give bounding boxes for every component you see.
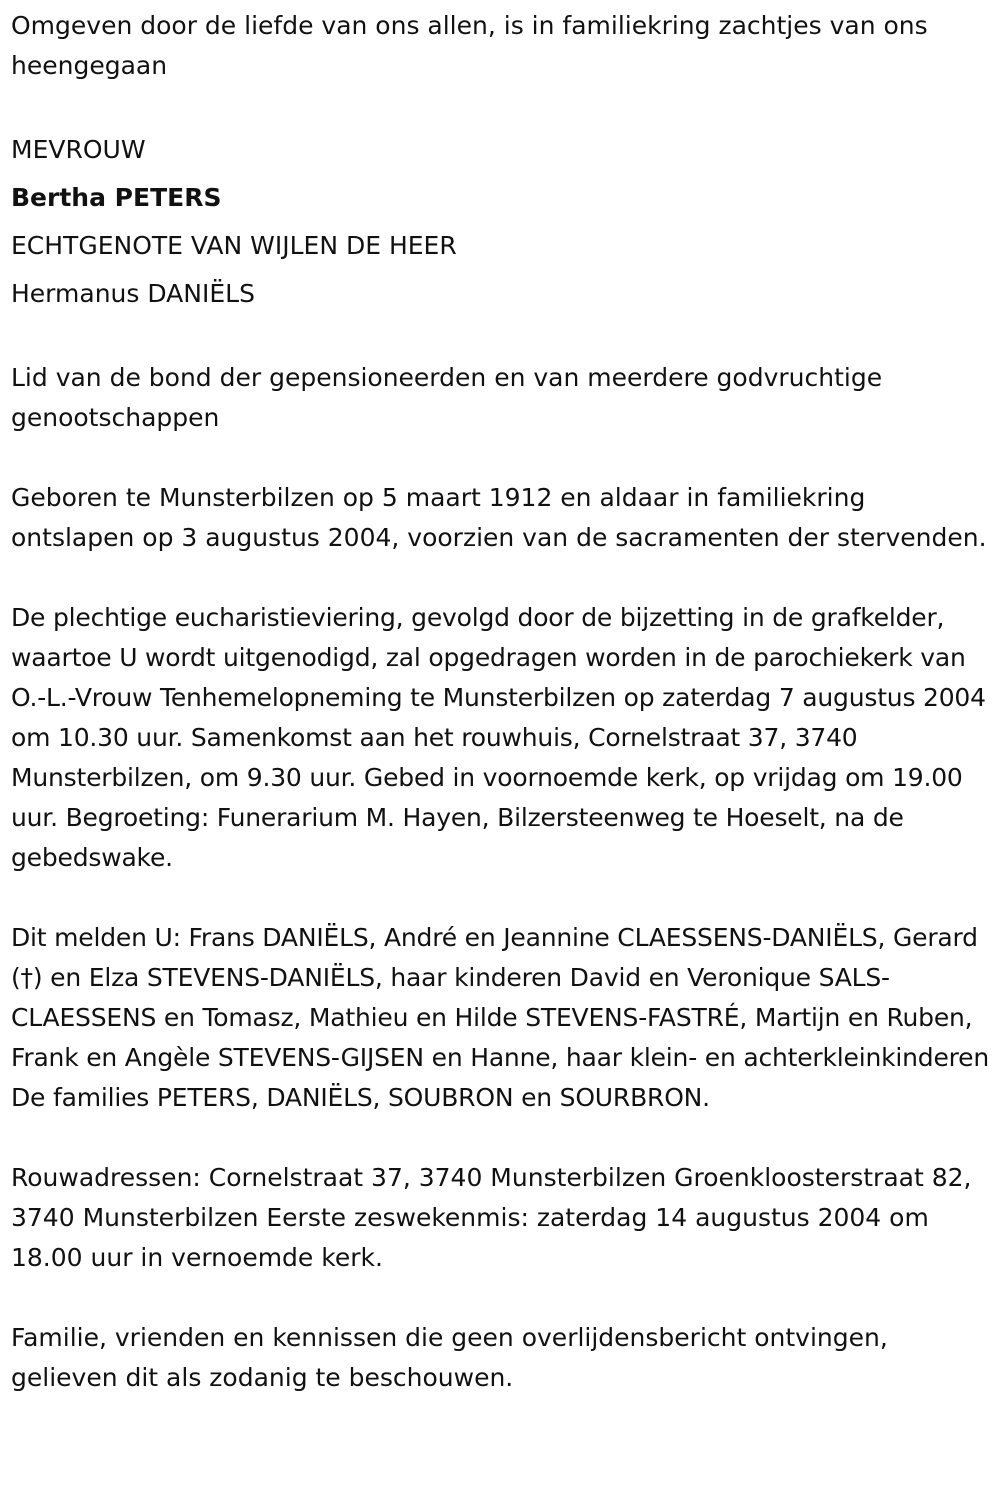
membership-paragraph: Lid van de bond der gepensioneerden en van meerdere godvruchtige genootschappen bbox=[11, 363, 883, 432]
birth-death-paragraph: Geboren te Munsterbilzen op 5 maart 1912 en aldaar in familiekring ontslapen op 3 augustus 2004, voorzien van de sacramenten der stervenden. bbox=[11, 483, 987, 552]
obituary-document bbox=[11, 6, 989, 1398]
deceased-title: MEVROUW bbox=[11, 135, 146, 164]
spouse-name: Hermanus DANIËLS bbox=[11, 279, 255, 308]
ceremony-paragraph: De plechtige eucharistieviering, gevolgd door de bijzetting in de grafkelder, waartoe U wordt uitgenodigd, zal opgedragen worden in de parochiekerk van O.-L.-Vrouw Tenhemelopneming te Munsterbilzen op zaterdag 7 augustus 2004 om 10.30 uur. Samenkomst aan het rouwhuis, Cornelstraat 37, 3740 Munsterbilzen, om 9.30 uur. Gebed in voornoemde kerk, op vrijdag om 19.00 uur. Begroeting: Funerarium M. Hayen, Bilzersteenweg te Hoeselt, na de gebedswake. bbox=[11, 603, 986, 872]
deceased-header bbox=[11, 126, 989, 318]
closing-paragraph: Familie, vrienden en kennissen die geen overlijdensbericht ontvingen, gelieven dit als zodanig te beschouwen. bbox=[11, 1323, 888, 1392]
spouse-label: ECHTGENOTE VAN WIJLEN DE HEER bbox=[11, 231, 457, 260]
intro-paragraph: Omgeven door de liefde van ons allen, is in familiekring zachtjes van ons heengegaan bbox=[11, 11, 928, 80]
family-paragraph: Dit melden U: Frans DANIËLS, André en Jeannine CLAESSENS-DANIËLS, Gerard (†) en Elza STEVENS-DANIËLS, haar kinderen David en Veronique SALS-CLAESSENS en Tomasz, Mathieu en Hilde STEVENS-FASTRÉ, Martijn en Ruben, Frank en Angèle STEVENS-GIJSEN en Hanne, haar klein- en achterkleinkinderen De families PETERS, DANIËLS, SOUBRON en SOURBRON. bbox=[11, 923, 989, 1112]
deceased-name: Bertha PETERS bbox=[11, 183, 222, 212]
addresses-paragraph: Rouwadressen: Cornelstraat 37, 3740 Munsterbilzen Groenkloosterstraat 82, 3740 Munsterbilzen Eerste zeswekenmis: zaterdag 14 augustus 2004 om 18.00 uur in vernoemde kerk. bbox=[11, 1163, 972, 1272]
